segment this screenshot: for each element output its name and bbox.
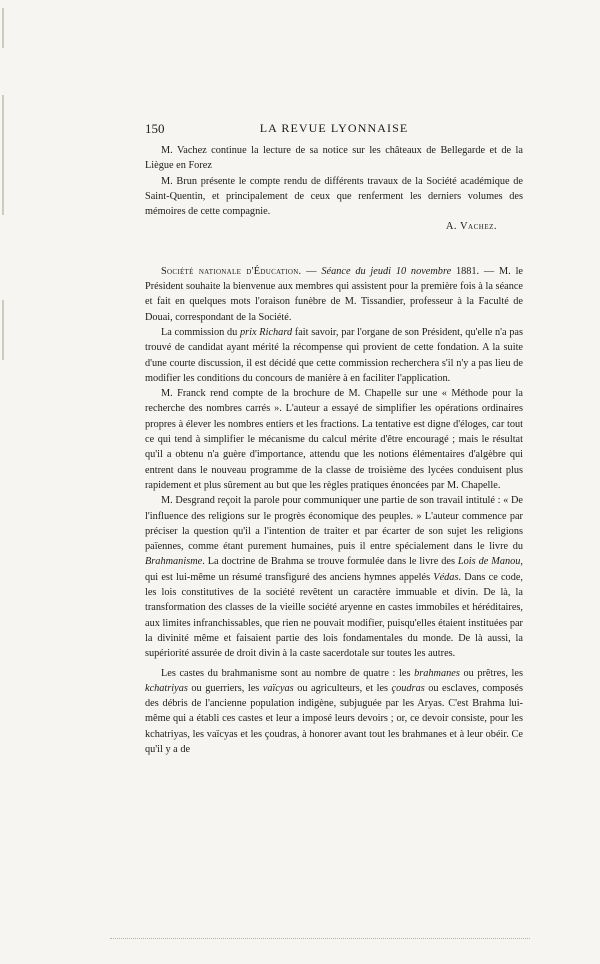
section-gap — [145, 235, 523, 264]
seance-year: 1881. — — [451, 265, 500, 277]
page-bottom-rule — [110, 938, 530, 939]
page-number: 150 — [145, 121, 165, 136]
text-run: La commission du — [161, 326, 241, 338]
text-run: , qui est lui-même un résumé transfiguré des anciens hymnes appelés — [145, 556, 523, 583]
term-vaicyas: vaïcyas — [262, 682, 294, 694]
dash: — — [301, 265, 322, 277]
margin-mark — [2, 8, 4, 48]
paragraph-brun: M. Brun présente le compte rendu de différents travaux de la Société académique de Saint-Quentin, et principalement de ceux que renferment les derniers volumes des mémoires de cette compagnie. — [145, 175, 523, 218]
text-run: ou guerriers, les — [187, 682, 263, 694]
paragraph-franck: M. Franck rend compte de la brochure de M. Chapelle sur une « Méthode pour la recherche des nombres carrés ». L'auteur a essayé de simplifier les opérations ordinaires propres à élever les nombres entiers et les fractions. La tentative est digne d'éloges, car tout ce qui tend à simplifier le mécanisme du calcul mérite d'être encouragé ; mais le résultat qu'il a obtenu n'a guère d'importance, attendu que les notions élémentaires d'algèbre qui entrent dans le nouveau programme de la classe de troisième des lycées conduisent plus rapidement et plus sûrement au but que les règles pratiques énoncées par M. Chapelle. — [145, 388, 523, 491]
term-brahmanisme: Brahmanisme — [145, 556, 203, 568]
term-lois-de-manou: Lois de Manou — [457, 556, 521, 568]
text-run: M. Desgrand reçoit la parole pour communiquer une partie de son travail intitulé : « De l'influence des religions sur le progrès économique des peuples. » L'auteur commence par préciser la question qu'il a l'intention de traiter et par écarter de son sujet les religions païennes, comme étant purement humaines, puis il entre spécialement dans le livre du — [145, 495, 523, 553]
paragraph-society-heading — [145, 264, 523, 325]
term-brahmanes: brahmanes — [414, 667, 460, 679]
prize-name: prix Richard — [240, 326, 293, 338]
text-run: fait savoir, par l'organe de son Président, qu'elle n'a pas trouvé de candidat ayant mérité la récompense qui provient de cette fondation. A la suite d'une courte discussion, il est décidé que cette commission recherchera s'il n'y a pas lieu de modifier les conditions du concours de manière à en faciliter l'application. — [145, 326, 524, 384]
running-title: LA REVUE LYONNAISE — [259, 121, 409, 135]
margin-mark — [2, 300, 4, 360]
society-name: Société nationale d'Éducation. — [161, 265, 302, 277]
paragraph-vachez: M. Vachez continue la lecture de sa notice sur les châteaux de Bellegarde et de la Liègue en Forez — [145, 145, 523, 172]
signature-name: A. Vachez. — [445, 221, 497, 233]
term-kchatriyas: kchatriyas — [145, 682, 188, 694]
text-run: ou prêtres, les — [459, 667, 523, 679]
term-vedas: Védas — [433, 571, 459, 583]
text-run: . La doctrine de Brahma se trouve formulée dans le livre des — [202, 556, 458, 568]
paragraph-castes — [145, 666, 523, 758]
term-coudras: çoudras — [391, 682, 425, 694]
paragraph-desgrand — [145, 493, 523, 661]
text-run: ou esclaves, composés des débris de l'ancienne population indigène, subjuguée par les Aryas. C'est Brahma lui-même qui a établi ces castes et leur a imposé leurs devoirs ; or, ce devoir consiste, pour les kchatriyas, les vaïcyas et les çoudras, à honorer avant tout les brahmanes et à leur obéir. Ce qu'il y a de — [145, 682, 524, 755]
text-run: ou agriculteurs, et les — [293, 682, 392, 694]
margin-mark — [2, 95, 4, 215]
seance-date: Séance du jeudi 10 novembre — [321, 265, 452, 277]
text-run: Les castes du brahmanisme sont au nombre de quatre : les — [161, 667, 415, 679]
paragraph-commission — [145, 325, 523, 386]
text-run: . Dans ce code, les lois constitutives de la société revêtent un caractère immuable et divin. De là, la transformation des classes de la vieille société aryenne en castes immobiles et héréditaires, aux limites infranchissables, que rien ne pouvait modifier, puisqu'elles étaient instituées par la divinité même et faisaient partie des lois fondamentales du monde. De là aussi, la supériorité assurée de droit divin à la caste sacerdotale sur toutes les autres. — [145, 571, 523, 660]
paragraph-president: M. le Président souhaite la bienvenue aux membres qui assistent pour la première fois à la séance et fait en quelques mots l'oraison funèbre de M. Tissandier, professeur à la Faculté de Douai, correspondant de la Société. — [145, 265, 523, 323]
signature — [145, 219, 523, 234]
page-body — [145, 143, 523, 757]
